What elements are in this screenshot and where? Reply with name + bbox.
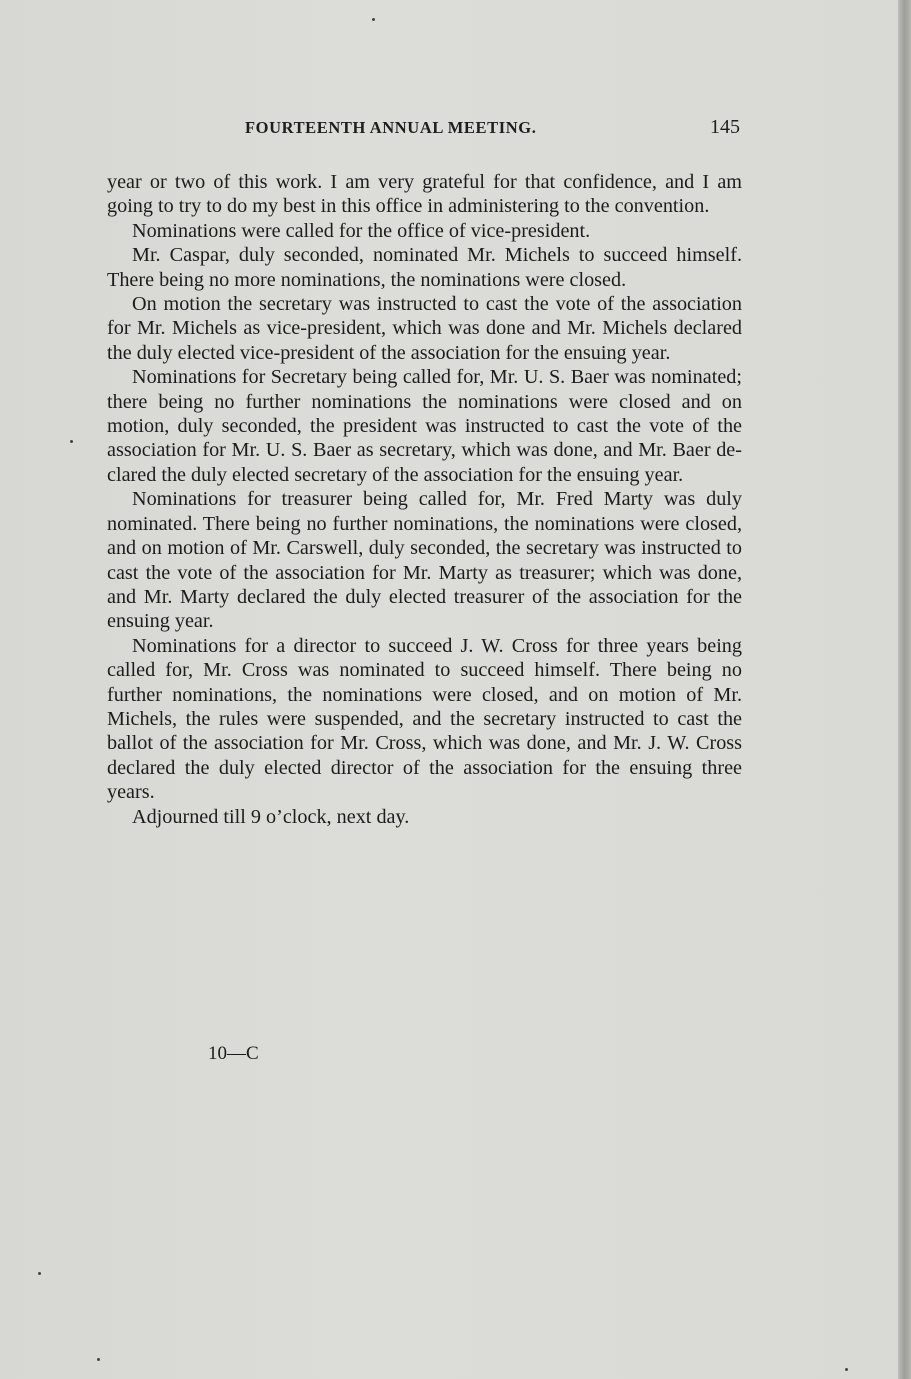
scan-speck xyxy=(845,1368,848,1371)
paragraph: On motion the secretary was instructed to cast the vote of the association for Mr. Michels as vice-president, which was done and Mr. Michels declared the duly elected vice-president of the association for the ensuing year. xyxy=(107,293,742,364)
scan-speck xyxy=(70,440,73,443)
scan-speck xyxy=(38,1272,41,1275)
scan-speck xyxy=(372,18,375,21)
page-header xyxy=(245,118,740,142)
paragraph: year or two of this work. I am very grateful for that confidence, and I am going to try to do my best in this office in administering to the convention. xyxy=(107,171,742,218)
body-text xyxy=(107,170,742,829)
paragraph: Mr. Caspar, duly seconded, nominated Mr. Michels to succeed himself. There being no more nominations, the nominations were closed. xyxy=(107,244,742,291)
paragraph: Nominations were called for the office of vice-president. xyxy=(132,219,591,242)
scan-speck xyxy=(97,1358,100,1361)
page-number: 145 xyxy=(710,116,740,138)
paragraph: Adjourned till 9 o’clock, next day. xyxy=(132,805,410,828)
paragraph: Nominations for Secretary being called for, Mr. U. S. Baer was nominated; there being no further nominations the nominations were closed and on motion, duly seconded, the president was instructed to cast the vote of the association for Mr. U. S. Baer as secretary, which was done, and Mr. Baer declared the duly elected secretary of the association for the ensuing year. xyxy=(107,366,742,486)
paragraph: Nominations for treasurer being called for, Mr. Fred Marty was duly nominated. There being no further nominations, the nominations were closed, and on motion of Mr. Carswell, duly seconded, the secretary was instructed to cast the vote of the association for Mr. Marty as treasurer; which was done, and Mr. Marty declared the duly elected treasurer of the association for the ensuing year. xyxy=(107,488,742,633)
page-edge xyxy=(898,0,911,1379)
signature-mark: 10—C xyxy=(208,1043,259,1064)
paragraph: Nominations for a director to succeed J. W. Cross for three years being called for, Mr. Cross was nominated to succeed himself. There being no further nominations, the nominations were closed, and on motion of Mr. Michels, the rules were suspended, and the secretary instructed to cast the ballot of the association for Mr. Cross, which was done, and Mr. J. W. Cross declared the duly elected director of the association for the ensuing three years. xyxy=(107,634,742,804)
running-head: FOURTEENTH ANNUAL MEETING. xyxy=(245,118,537,137)
